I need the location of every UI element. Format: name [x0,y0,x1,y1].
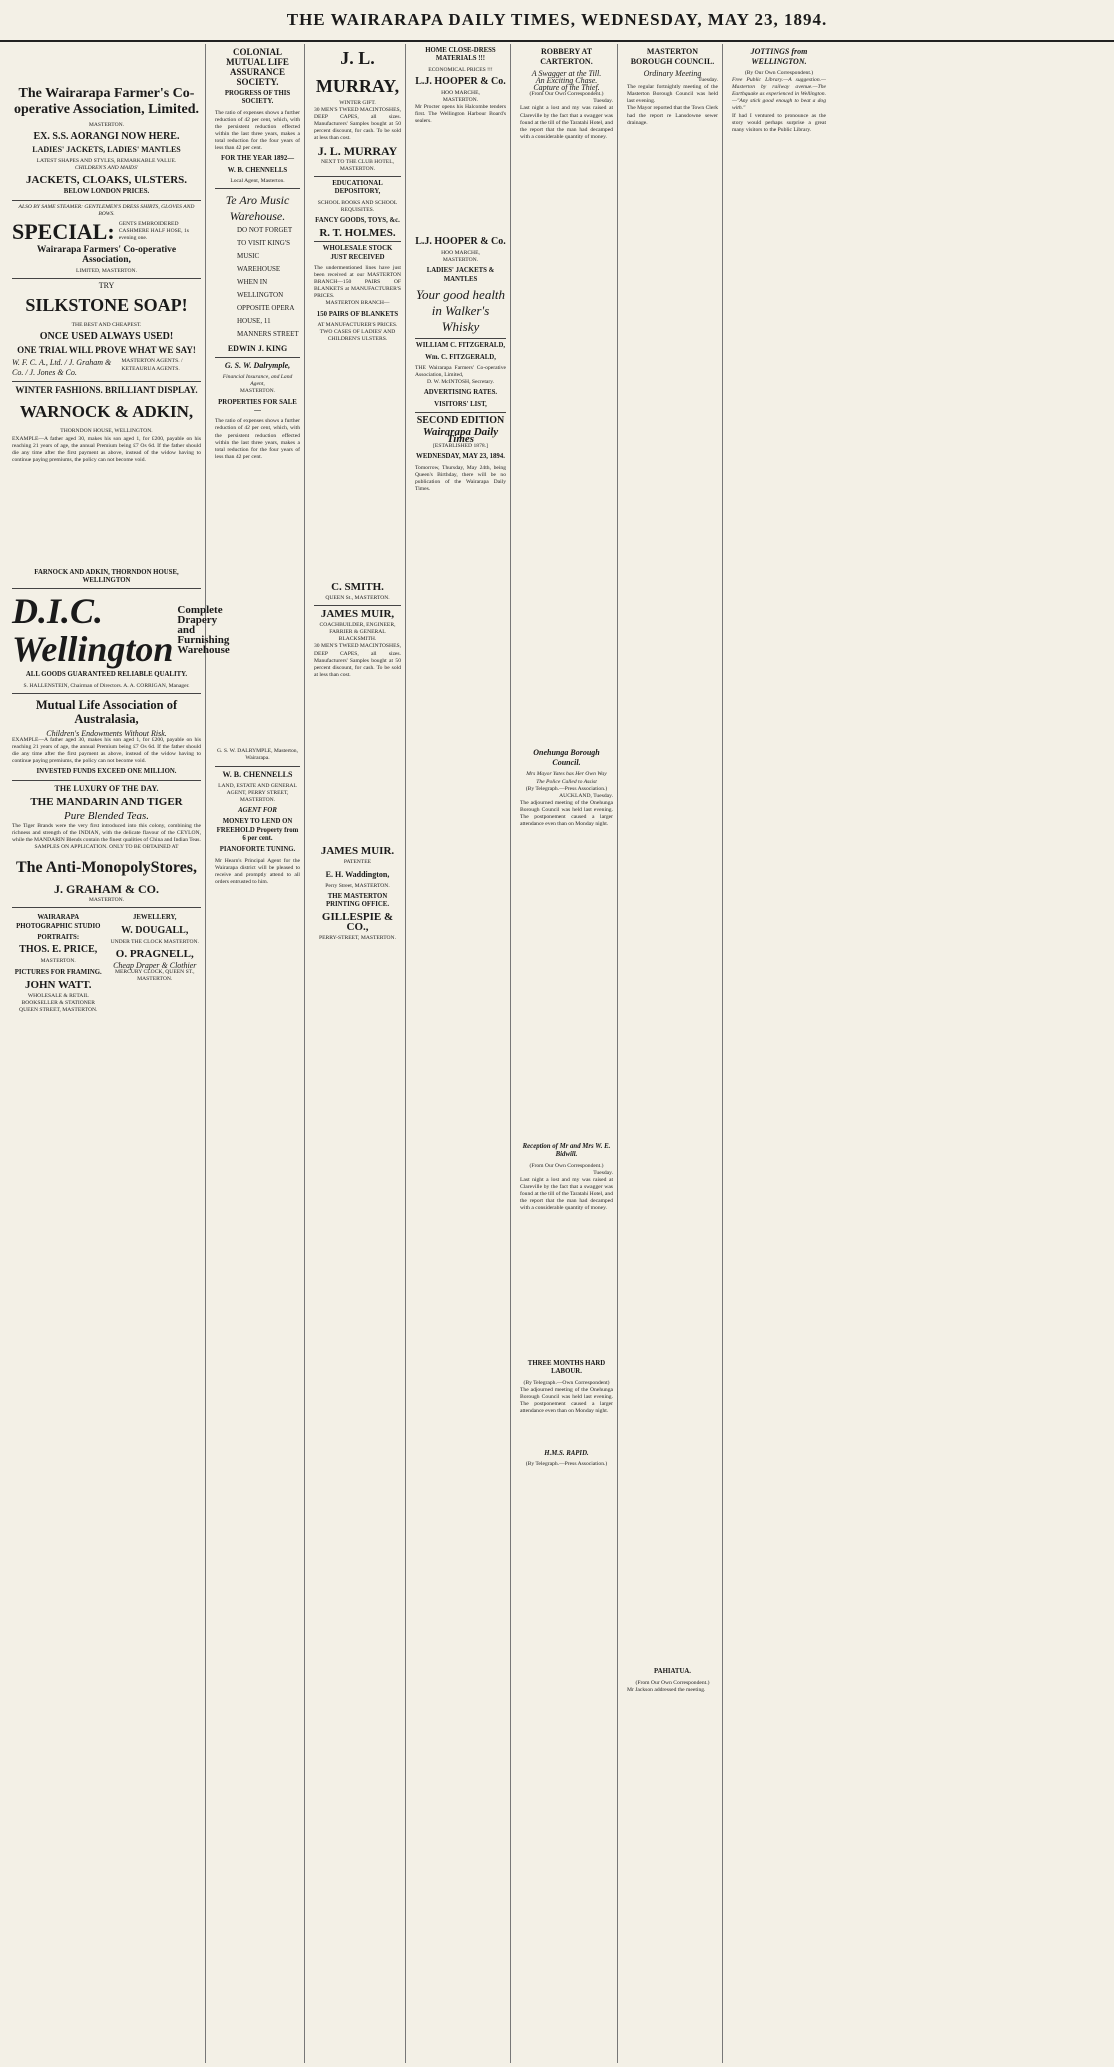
column-3 [314,44,406,2063]
agents-place: MASTERTON AGENTS. / KETEAURUA AGENTS. [121,358,183,372]
dic-logo: D.I.C. Wellington [12,591,174,670]
columns [12,44,1108,2063]
teas-text: Pure Blended Teas. [63,809,150,822]
one-trial-heading: ONE TRIAL WILL PROVE WHAT WE SAY! [17,345,196,356]
three-months-body: The adjourned meeting of the Onehunga Borough Council was held last evening. The postponement caused a larger attendance even than on Monday night. [520,1386,613,1415]
pahiatua-body: Mr Jackson addressed the meeting. [627,1686,706,1693]
three-months-heading: THREE MONTHS HARD LABOUR. [527,1359,606,1376]
portraits-heading: PORTRAITS: [37,934,80,941]
educational-heading: EDUCATIONAL DEPOSITORY, [332,179,383,196]
police-text: The Police Called to Assist [536,778,597,785]
winter-heading: WINTER FASHIONS. BRILLIANT DISPLAY. [15,385,198,396]
dalrymple-heading: G. S. W. Dalrymple, [224,361,291,371]
jottings-correspondent: (By Our Own Correspondent.) [744,70,814,76]
fitzgerald-heading-2: Wm. C. FITZGERALD, [425,353,496,361]
onehunga-heading: Onehunga Borough Council. [533,748,600,768]
chennells-role: Local Agent, Masterton. [230,178,285,185]
muir-heading: JAMES MUIR, [320,608,395,621]
muir-heading-2: JAMES MUIR. [320,845,395,858]
robbery-body: Last night a lost and my was raised at Clareville by the fact that a swagger was found at the till of the Taratahi Hotel, and the report that the man had decamped with a considerable quantity of money. [520,105,613,140]
jottings-heading: JOTTINGS from WELLINGTON. [750,47,808,66]
hearn-body: Mr Hearn's Principal Agent for the Wairarapa district will be pleased to receive and promptly attend to all orders entrusted to him. [215,857,300,886]
telegraph-text-2: (By Telegraph.—Own Correspondent) [523,1379,610,1386]
special-note: GENTS EMBROIDERED CASHMERE HALF HOSE, 1s evening one. [118,220,189,242]
pragnell-cheap: Cheap Draper & Clothier [113,960,197,970]
agents-names: W. F. C. A., Ltd. / J. Graham & Co. / J. Jones & Co. [12,358,112,378]
hooper-address: HOO MARCHE, [441,89,480,96]
yates-text: Mrs Mayor Yates has Her Own Way [526,771,607,778]
dalrymple-footer: G. S. W. DALRYMPLE, Masterton, Wairarapa. [217,748,298,762]
fitzgerald-heading: WILLIAM C. FITZGERALD, [415,342,506,350]
robbery-heading: ROBBERY AT CARTERTON. [540,47,593,66]
own-correspondent-2: (From Our Own Correspondent.) [529,1162,604,1169]
reception-body: Last night a lost and my was raised at Clareville by the fact that a swagger was found at the till of the Taratahi Hotel, and the report that the man had decamped with a considerable quantity of money. [520,1176,613,1212]
holmes-heading: R. T. HOLMES. [319,227,396,240]
mcintosh-text: D. W. McINTOSH, Secretary. [426,379,495,386]
tuesday-text-2: Tuesday. [593,1169,613,1176]
council-tuesday: Tuesday. [698,77,718,84]
properties-body: The ratio of expenses shows a further reduction of 42 per cent, which, with the persistent reduction effected within the last three years, makes a total reduction for the four years of less than 42 per cent. [215,418,300,460]
established-text: [ESTABLISHED 1878.] [433,443,488,450]
hooper-place: MASTERTON. [442,97,479,103]
next-to-club: NEXT TO THE CLUB HOTEL, [320,158,395,165]
pragnell-address: MERCURY CLOCK, QUEEN ST., MASTERTON. [114,968,195,982]
onehunga-body: The adjourned meeting of the Onehunga Borough Council was held last evening. The postponement caused a larger attendance even than on Monday night. [520,799,613,828]
muir-body: 30 MEN'S TWEED MACINTOSHES, DEEP CAPES, all sizes. Manufacturers' Samples bought at 50 percent discount, for cash. To be sold at less than cost. [314,643,401,678]
special-heading: SPECIAL: [12,218,115,244]
farmers-text: THE Wairarapa Farmers' Co-operative Association, Limited, [415,364,506,378]
ordinary-text: Ordinary Meeting [643,69,702,78]
waddington-heading: E. H. Waddington, [325,869,390,879]
capture-text: Capture of the Thief. [533,83,600,93]
warnock-footer: FARNOCK AND ADKIN, THORNDON HOUSE, WELLINGTON [34,568,179,584]
masthead [0,0,1114,42]
jewellery-heading: JEWELLERY, [132,914,177,922]
swagger-text: A Swagger at the Till. [531,69,602,78]
hms-rapid-heading: H.M.S. RAPID. [544,1449,589,1457]
jackets-heading: LADIES' JACKETS, LADIES' MANTLES [32,145,181,155]
manufacturers-text: AT MANUFACTURER'S PRICES. [317,321,398,328]
dougall-heading: W. DOUGALL, [121,924,189,936]
pahiatua-correspondent: (From Our Own Correspondent.) [635,1679,710,1686]
winter-gift: WINTER GIFT. [339,100,376,106]
masthead-title: THE WAIRARAPA DAILY TIMES, WEDNESDAY, MAY 23, 1894. [286,10,828,29]
samples-text: SAMPLES ON APPLICATION. ONLY TO BE OBTAINED AT [34,844,179,850]
column-2 [215,44,305,2063]
money-text: MONEY TO LEND ON FREEHOLD Property from 6 per cent. [216,818,299,843]
council-present: The regular fortnightly meeting of the Masterton Borough Council was held last evening. [627,84,718,105]
school-text: SCHOOL BOOKS AND SCHOOL REQUISITES. [317,199,398,213]
graham-heading: J. GRAHAM & CO. [54,882,159,897]
wholesale-heading: WHOLESALE STOCK JUST RECEIVED [322,245,393,261]
auckland-text: AUCKLAND, Tuesday. [559,792,613,799]
whisky-script: Your good health in Walker's Whisky [415,287,506,335]
printing-heading: THE MASTERTON PRINTING OFFICE. [325,892,390,908]
column-6 [627,44,723,2063]
branch-text: MASTERTON BRANCH— [325,300,390,307]
colonial-body: The ratio of expenses shows a further reduction of 42 per cent, which, with the persistent reduction effected within the last three years, makes a total reduction for the four years of less than 42 per cent. [215,109,300,152]
pahiatua-heading: PAHIATUA. [654,1668,691,1676]
price-place: MASTERTON. [40,958,76,965]
dic-people: S. HALLENSTEIN, Chairman of Directors. A. A. CORRIGAN, Manager. [23,682,190,689]
gillespie-address: PERRY-STREET, MASTERTON. [319,935,396,942]
watt-street: QUEEN STREET, MASTERTON. [19,1007,98,1014]
below-text: BELOW LONDON PRICES. [63,188,150,196]
once-heading: ONCE USED ALWAYS USED! [39,331,174,343]
perry-text: Perry Street, MASTERTON. [325,882,390,889]
patentee-text: PATENTEE [343,859,372,866]
gillespie-heading: GILLESPIE & CO., [321,911,394,934]
watt-heading: JOHN WATT. [24,978,92,991]
smith-heading: C. SMITH. [331,581,384,594]
council-body: The Mayor reported that the Town Clerk had the report re Lansdowne sewer drainage. [627,105,718,126]
hooper-heading: L.J. HOOPER & Co. [415,75,506,87]
economical-text: ECONOMICAL PRICES !!! [428,66,493,73]
also-text: ALSO BY SAME STEAMER: GENTLEMEN'S DRESS SHIRTS, GLOVES AND BOWS. [18,203,195,217]
latest-text: LATEST SHAPES AND STYLES, REMARKABLE VALUE. [36,158,177,165]
jottings-summary: Free Public Library.—A suggestion.—Masterton by railway avenue.—The Earthquake as experienced in Wellington.—"Any stick good enough to beat a dog with." [732,77,826,112]
hooper-address-2: HOO MARCHE, [441,250,480,257]
telegraph-text: (By Telegraph.—Press Association.) [525,785,608,792]
wholesale-body: The undermentioned lines have just been received at our MASTERTON BRANCH—150 PAIRS OF BLANKETS at MANUFACTURER'S PRICES. [314,264,401,300]
column-5 [520,44,618,2063]
coachbuilder-text: COACHBUILDER, ENGINEER, FARRIER & GENERAL BLACKSMITH. [319,622,396,643]
ladies-heading: LADIES' JACKETS & MANTLES [426,267,495,283]
agent-heading: AGENT FOR [238,806,277,814]
warnock-heading: WARNOCK & ADKIN, [19,402,194,422]
cloaks-heading: JACKETS, CLOAKS, ULSTERS. [25,174,188,187]
second-edition: SECOND EDITION [416,415,505,426]
land-text: LAND, ESTATE AND GENERAL AGENT, PERRY STREET, MASTERTON. [218,782,297,803]
watt-wholesale: WHOLESALE & RETAIL BOOKSELLER & STATIONER [21,992,95,1006]
mandarin-heading: THE MANDARIN AND TIGER [30,795,183,808]
column-1 [12,44,230,2063]
photo-heading: WAIRARAPA PHOTOGRAPHIC STUDIO [16,914,101,930]
teaho-heading: Te Aro Music Warehouse. [225,193,290,224]
date-line: WEDNESDAY, MAY 23, 1894. [416,453,505,461]
farmers-place: MASTERTON. [88,122,125,128]
column-4 [415,44,511,2063]
pianoforte-heading: PIANOFORTE TUNING. [219,846,296,854]
dalrymple-place: MASTERTON. [239,388,276,395]
hooper-heading-2: L.J. HOOPER & Co. [415,236,506,248]
visitors-heading: VISITORS' LIST, [434,400,487,408]
endow-text: Children's Endowments Without Risk. [46,728,167,738]
warnock-address: THORNDON HOUSE, WELLINGTON. [60,428,153,435]
properties-heading: PROPERTIES FOR SALE— [218,398,297,414]
anti-heading: The Anti-MonopolyStores, [15,859,198,877]
murray-place: MASTERTON. [339,165,376,172]
fancy-text: FANCY GOODS, TOYS, &c. [315,216,400,224]
murray-body: 30 MEN'S TWEED MACINTOSHES, DEEP CAPES, all sizes. Manufacturers' Samples bought at 50 percent discount, for cash. To be sold at less than cost. [314,107,401,142]
hooper-body: Mr Procter opens his Halcombe tenders first. The Wellington Harbour Board's sealers. [415,104,506,125]
try-text: TRY [98,281,115,291]
teas-body: The Tiger Brands were the very first introduced into this colony, combining the richness and strength of the INDIAN, with the delicate flavour of the CEYLON, while the MANDARIN Blends contain the finest qualities of China and Indian Teas. [12,822,201,843]
dont-forget: DO NOT FORGET TO VISIT KING'S MUSIC WAREHOUSE WHEN IN WELLINGTON OPPOSITE OPERA HOUSE, 11 MANNERS STREET [237,226,299,339]
daily-times-title: Wairarapa Daily Times [422,426,499,446]
progress-heading: PROGRESS OF THIS SOCIETY. [224,90,291,106]
telegraph-text-3: (By Telegraph.—Press Association.) [525,1461,608,1468]
mutual-body: EXAMPLE—A father aged 30, makes his son aged 1, for £200, payable on his reaching 21 years of age, the annual Premium being £7 Os 6d. If the father should die any time after the first payment as above, instead of the widow having to continue paying premiums, the policy can not become void. [12,736,201,765]
silkstone-heading: SILKSTONE SOAP! [25,295,188,316]
invested-text: INVESTED FUNDS EXCEED ONE MILLION. [36,768,177,776]
financial-text: Financial Insurance, and Land Agent, [222,374,293,388]
cases-text: TWO CASES OF LADIES' AND CHILDREN'S ULSTERS. [319,329,396,343]
chennells-name: W. B. CHENNELLS [227,166,288,174]
year-heading: FOR THE YEAR 1892— [220,155,295,163]
colonial-heading: COLONIAL MUTUAL LIFE ASSURANCE SOCIETY. [226,47,289,87]
king-name: EDWIN J. KING [227,344,288,354]
clock-text: UNDER THE CLOCK MASTERTON. [110,938,199,945]
pictures-heading: PICTURES FOR FRAMING. [14,968,102,976]
best-text: THE BEST AND CHEAPEST. [71,322,142,329]
adv-rates-heading: ADVERTISING RATES. [423,389,498,397]
own-correspondent: (From Our Own Correspondent.) [529,91,604,98]
farmers-assoc: Wairarapa Farmers' Co-operative Association, [36,245,177,266]
graham-place: MASTERTON. [88,897,125,904]
limited-text: LIMITED, MASTERTON. [76,268,137,275]
council-heading: MASTERTON BOROUGH COUNCIL. [630,47,715,66]
home-heading: HOME CLOSE-DRESS MATERIALS !!! [425,47,496,63]
column-7 [732,44,830,2063]
reception-heading: Reception of Mr and Mrs W. E. Bidwill. [522,1142,611,1159]
goods-text: ALL GOODS GUARANTEED RELIABLE QUALITY. [25,671,188,679]
tuesday-text: Tuesday. [593,98,613,105]
children-text: CHILDREN'S AND MAIDS' [74,165,139,172]
jottings-body: If had I ventured to pronounce as the story would perhaps surprise a great many visitors to the Public Library. [732,112,826,133]
mutual-heading: Mutual Life Association of Australasia, [35,697,178,726]
price-heading: THOS. E. PRICE, [19,944,98,956]
times-body: Tomorrow, Thursday, May 24th, being Queen's Birthday, there will be no publication of the Wairarapa Daily Times. [415,464,506,492]
blankets-text: 150 PAIRS OF BLANKETS [316,310,399,318]
hooper-place-2: MASTERTON. [442,257,479,264]
murray-heading-2: J. L. MURRAY [317,143,398,158]
chennells-heading: W. B. CHENNELLS [222,769,293,779]
warnock-body: EXAMPLE—A father aged 30, makes his son aged 1, for £200, payable on his reaching 21 years of age, the annual Premium being £7 Os 6d. If the father should die any time after the first payment as above, instead of the widow having to continue paying premiums, the policy can not become void. [12,435,201,463]
complete-heading: Complete Drapery and Furnishing Warehouse [177,604,230,657]
farmers-title: The Wairarapa Farmer's Co-operative Association, Limited. [13,86,200,117]
exciting-text: An Exciting Chase. [535,76,598,86]
luxury-heading: THE LUXURY OF THE DAY. [54,783,159,793]
pragnell-heading: O. PRAGNELL, [115,947,194,960]
murray-heading: J. L. MURRAY, [315,48,400,96]
arrival-heading: EX. S.S. AORANGI NOW HERE. [33,131,180,143]
smith-address: QUEEN St., MASTERTON. [325,595,390,602]
